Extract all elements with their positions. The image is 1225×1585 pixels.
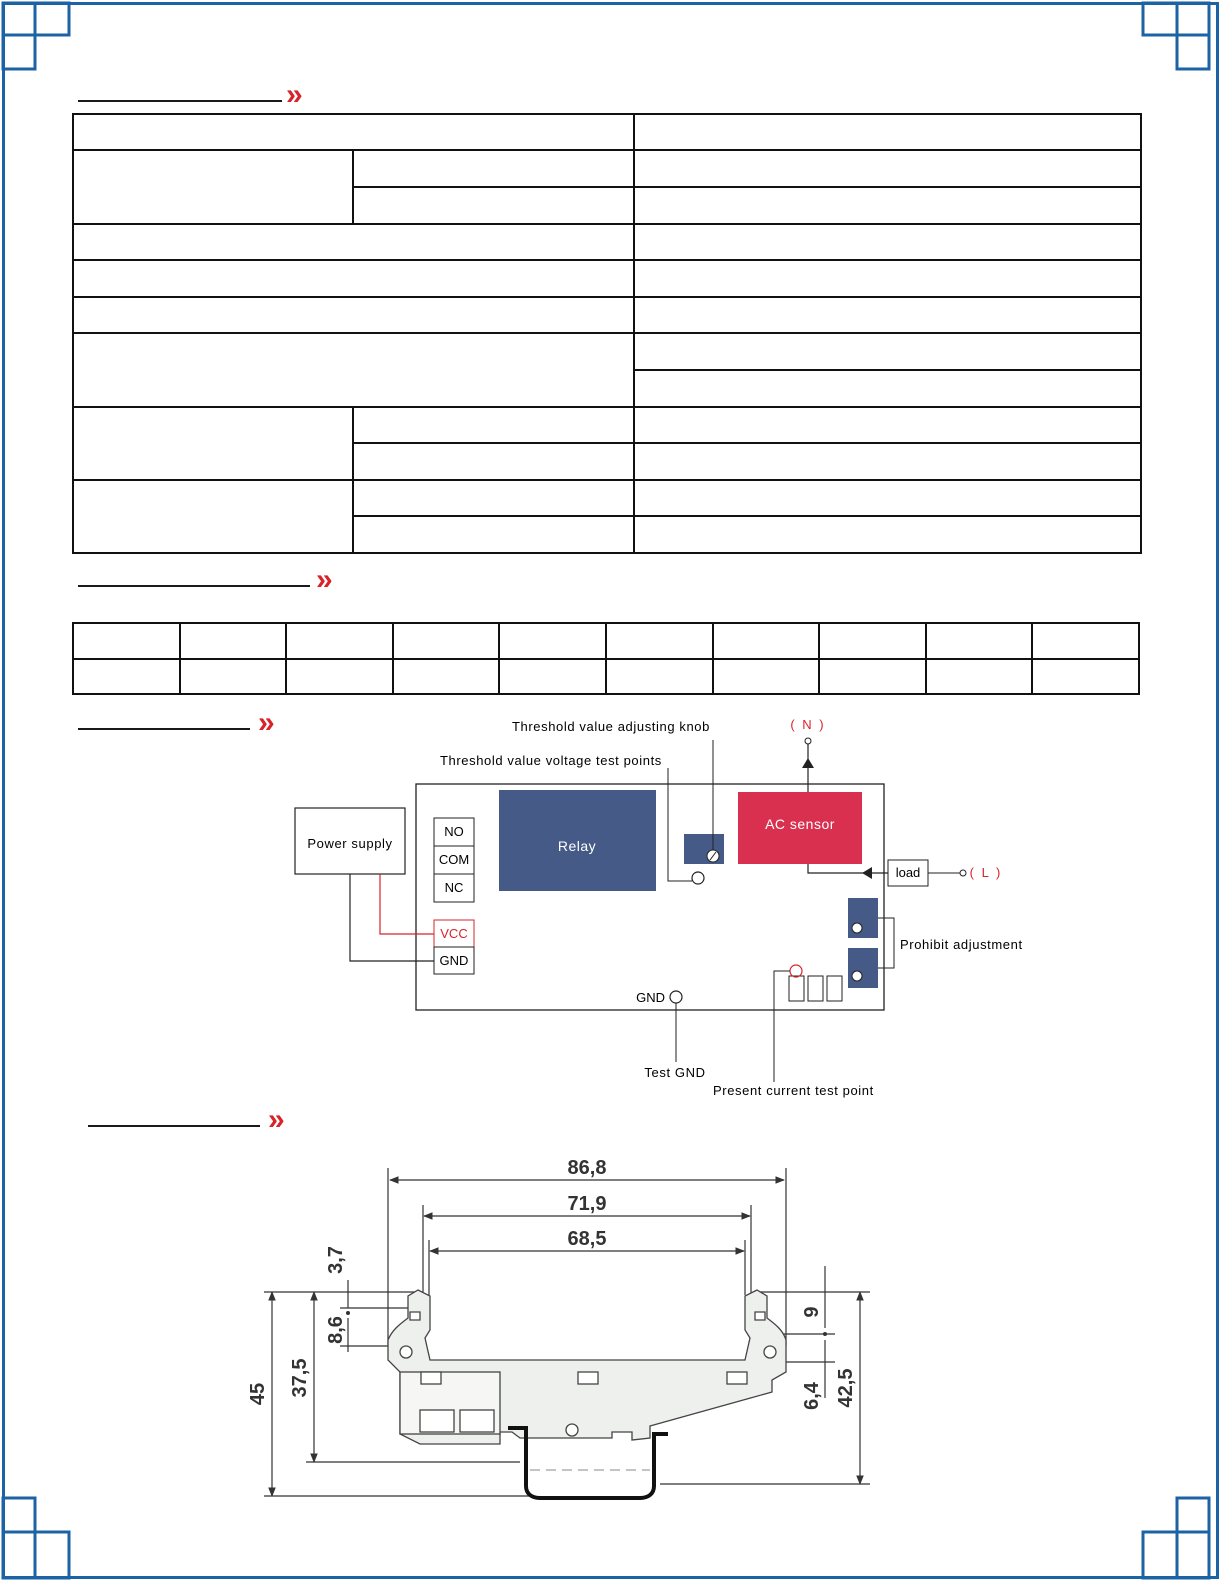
table-cell (73, 260, 634, 297)
table-cell (606, 659, 713, 694)
present-current-label: Present current test point (713, 1083, 874, 1098)
gnd-point-label: GND (636, 990, 665, 1005)
table-cell (73, 333, 634, 407)
table-cell (634, 407, 1141, 443)
table-cell (1032, 623, 1139, 659)
load-label: load (895, 865, 921, 880)
dim-total-height: 45 (247, 1382, 269, 1406)
model-table (72, 622, 1140, 695)
prohibit-bracket (878, 918, 894, 968)
table-cell (819, 659, 926, 694)
dim-mid-width: 71,9 (567, 1193, 607, 1215)
corner-ornament-top-right (1140, 0, 1212, 72)
header-pin (808, 976, 823, 1001)
test-gnd-label: Test GND (644, 1065, 706, 1080)
table-cell (353, 187, 634, 224)
load-arrow-icon (862, 867, 872, 879)
neutral-terminal (805, 738, 811, 744)
corner-ornament-top-left (0, 0, 72, 72)
threshold-test-leader (668, 768, 692, 881)
spec-table (72, 113, 1142, 554)
dim-clip-height: 8,6 (325, 1316, 347, 1344)
table-cell (286, 659, 393, 694)
table-cell (634, 480, 1141, 516)
table-cell (73, 224, 634, 260)
table-cell (634, 370, 1141, 407)
header-pin (789, 976, 804, 1001)
ac-sensor-label: AC sensor (765, 816, 835, 832)
table-cell (353, 150, 634, 187)
heading-underline (78, 100, 282, 102)
neutral-label: ( N ) (790, 717, 826, 732)
dimension-drawing (247, 1140, 900, 1520)
table-cell (634, 333, 1141, 370)
com-label: COM (438, 852, 470, 867)
dim-inner-width: 68,5 (567, 1228, 607, 1250)
gnd-test-point (670, 991, 682, 1003)
table-cell (73, 480, 353, 553)
threshold-test-point (692, 872, 704, 884)
table-cell (73, 407, 353, 480)
table-cell (713, 659, 820, 694)
table-cell (73, 623, 180, 659)
table-cell (353, 443, 634, 480)
vcc-label: VCC (440, 926, 468, 941)
heading-underline (88, 1125, 260, 1127)
factory-pot-upper (848, 898, 878, 938)
table-cell (73, 659, 180, 694)
pot-screw-icon (852, 971, 862, 981)
vcc-wire (380, 874, 434, 934)
table-cell (634, 260, 1141, 297)
dim-overall-width: 86,8 (567, 1157, 607, 1179)
chevron-icon: » (316, 563, 330, 596)
gnd-terminal-label: GND (439, 953, 469, 968)
heading-underline (78, 585, 310, 587)
table-row (73, 224, 1141, 260)
table-cell (73, 114, 634, 150)
dim-right-step: 6,4 (801, 1382, 823, 1410)
corner-ornament-bottom-left (0, 1496, 72, 1582)
table-row (73, 260, 1141, 297)
threshold-test-label: Threshold value voltage test points (440, 753, 662, 768)
table-cell (634, 297, 1141, 333)
table-cell (926, 623, 1033, 659)
table-row (73, 623, 1139, 659)
section-heading-models (78, 563, 368, 596)
table-cell (73, 297, 634, 333)
table-cell (819, 623, 926, 659)
nc-label: NC (444, 880, 464, 895)
current-test-leader (774, 971, 790, 1082)
table-cell (73, 150, 353, 224)
load-wire (808, 864, 888, 873)
table-row (73, 407, 1141, 443)
table-cell (713, 623, 820, 659)
table-cell (634, 187, 1141, 224)
table-cell (634, 224, 1141, 260)
table-cell (353, 407, 634, 443)
factory-pot-lower (848, 948, 878, 988)
table-row (73, 480, 1141, 516)
prohibit-label: Prohibit adjustment (900, 937, 1023, 952)
dim-body-height: 37,5 (289, 1358, 311, 1398)
table-row (73, 333, 1141, 370)
table-cell (606, 623, 713, 659)
table-cell (353, 480, 634, 516)
table-row (73, 297, 1141, 333)
table-cell (634, 150, 1141, 187)
chevron-icon: » (258, 706, 272, 739)
live-terminal (960, 870, 966, 876)
table-cell (926, 659, 1033, 694)
relay-label: Relay (557, 838, 597, 854)
table-cell (180, 659, 287, 694)
table-cell (634, 443, 1141, 480)
no-label: NO (444, 824, 464, 839)
table-cell (1032, 659, 1139, 694)
chevron-icon: » (268, 1103, 282, 1136)
current-test-point (790, 965, 802, 977)
table-cell (286, 623, 393, 659)
table-cell (180, 623, 287, 659)
threshold-knob-label: Threshold value adjusting knob (512, 719, 710, 734)
dim-right-clip: 9 (801, 1306, 823, 1318)
gnd-wire (350, 874, 434, 961)
corner-ornament-bottom-right (1140, 1496, 1212, 1582)
table-cell (393, 623, 500, 659)
section-heading-dimensions (88, 1103, 318, 1136)
table-cell (499, 659, 606, 694)
table-cell (393, 659, 500, 694)
header-pin (827, 976, 842, 1001)
chevron-icon: » (286, 78, 300, 111)
section-heading-wiring (78, 706, 308, 739)
live-label: ( L ) (969, 865, 1003, 880)
table-row (73, 150, 1141, 187)
power-supply-label: Power supply (307, 836, 393, 851)
section-heading-specifications (78, 78, 338, 111)
dim-right-height: 42,5 (835, 1368, 857, 1408)
table-cell (634, 516, 1141, 553)
table-row (73, 114, 1141, 150)
neutral-arrow-icon (802, 758, 814, 768)
wiring-diagram (290, 712, 1050, 1112)
table-cell (353, 516, 634, 553)
table-row (73, 659, 1139, 694)
table-cell (499, 623, 606, 659)
heading-underline (78, 728, 250, 730)
table-cell (634, 114, 1141, 150)
dim-top-clip: 3,7 (325, 1246, 347, 1274)
pot-screw-icon (852, 923, 862, 933)
